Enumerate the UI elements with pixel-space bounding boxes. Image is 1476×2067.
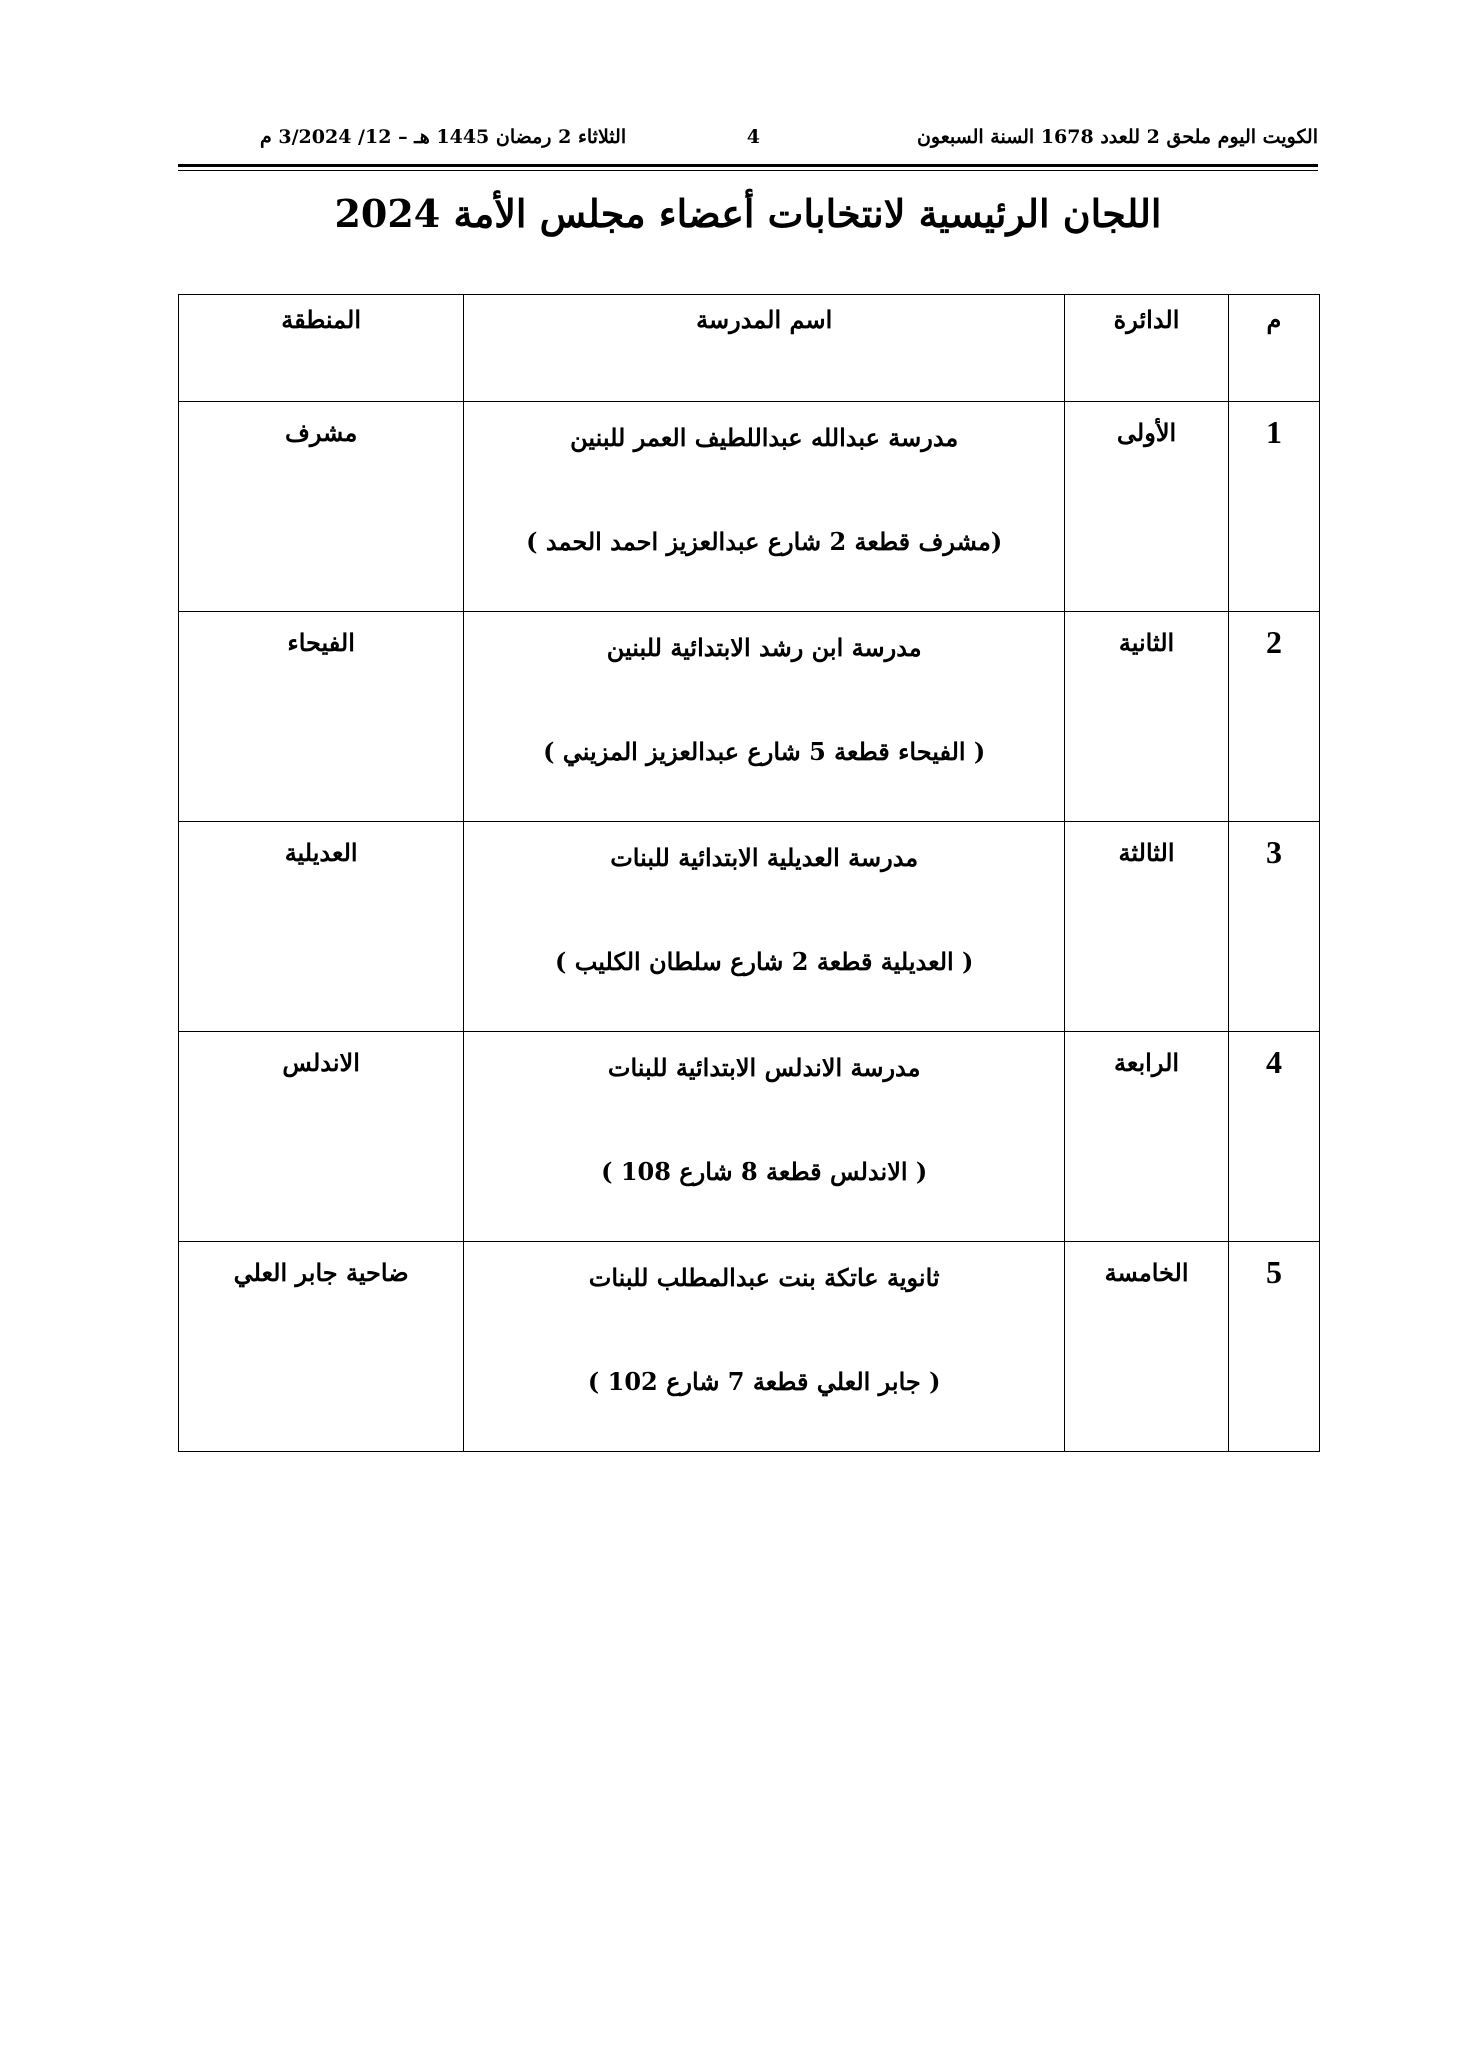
row-school-name: مدرسة الاندلس الابتدائية للبنات: [607, 1053, 921, 1082]
table-row: [179, 1242, 1320, 1452]
committees-table: [178, 294, 1320, 1452]
row-school-cell: [464, 402, 1065, 612]
row-area: الفيحاء: [179, 612, 464, 822]
row-district: الثالثة: [1065, 822, 1229, 1032]
table-row: [179, 822, 1320, 1032]
row-school-name: مدرسة ابن رشد الابتدائية للبنين: [606, 633, 922, 662]
row-number: 5: [1228, 1242, 1319, 1452]
header-rule-thick: [178, 164, 1318, 167]
row-area: ضاحية جابر العلي: [179, 1242, 464, 1452]
row-number: 4: [1228, 1032, 1319, 1242]
header-rule-thin: [178, 170, 1318, 171]
table-row: [179, 402, 1320, 612]
row-school-address: ( الاندلس قطعة 8 شارع 108 ): [601, 1157, 928, 1186]
row-school-name: مدرسة عبدالله عبداللطيف العمر للبنين: [570, 423, 959, 452]
row-school-address: ( العديلية قطعة 2 شارع سلطان الكليب ): [554, 947, 974, 976]
page-header: [178, 118, 1318, 156]
row-area: مشرف: [179, 402, 464, 612]
row-school-cell: [464, 1032, 1065, 1242]
header-school: اسم المدرسة: [464, 295, 1065, 402]
row-school-cell: [464, 612, 1065, 822]
header-area: المنطقة: [179, 295, 464, 402]
header-publication: الكويت اليوم ملحق 2 للعدد 1678 السنة السبعون: [916, 126, 1318, 148]
row-number: 1: [1228, 402, 1319, 612]
page-title: اللجان الرئيسية لانتخابات أعضاء مجلس الأمة 2024: [334, 191, 1162, 236]
table-row: [179, 612, 1320, 822]
row-school-address: ( الفيحاء قطعة 5 شارع عبدالعزيز المزيني ): [543, 737, 986, 766]
header-page-number: 4: [746, 126, 760, 148]
header-number: م: [1228, 295, 1319, 402]
row-school-cell: [464, 822, 1065, 1032]
row-district: الرابعة: [1065, 1032, 1229, 1242]
row-school-address: ( جابر العلي قطعة 7 شارع 102 ): [587, 1367, 941, 1396]
row-district: الخامسة: [1065, 1242, 1229, 1452]
header-district: الدائرة: [1065, 295, 1229, 402]
table-header-row: [179, 295, 1320, 402]
row-number: 3: [1228, 822, 1319, 1032]
row-district: الثانية: [1065, 612, 1229, 822]
row-district: الأولى: [1065, 402, 1229, 612]
row-school-name: ثانوية عاتكة بنت عبدالمطلب للبنات: [588, 1263, 940, 1292]
row-area: العديلية: [179, 822, 464, 1032]
header-date: الثلاثاء 2 رمضان 1445 هـ – 12/ 3/2024 م: [260, 126, 627, 148]
row-number: 2: [1228, 612, 1319, 822]
row-school-name: مدرسة العديلية الابتدائية للبنات: [610, 843, 919, 872]
row-school-cell: [464, 1242, 1065, 1452]
table-row: [179, 1032, 1320, 1242]
row-school-address: (مشرف قطعة 2 شارع عبدالعزيز احمد الحمد ): [526, 527, 1003, 556]
row-area: الاندلس: [179, 1032, 464, 1242]
